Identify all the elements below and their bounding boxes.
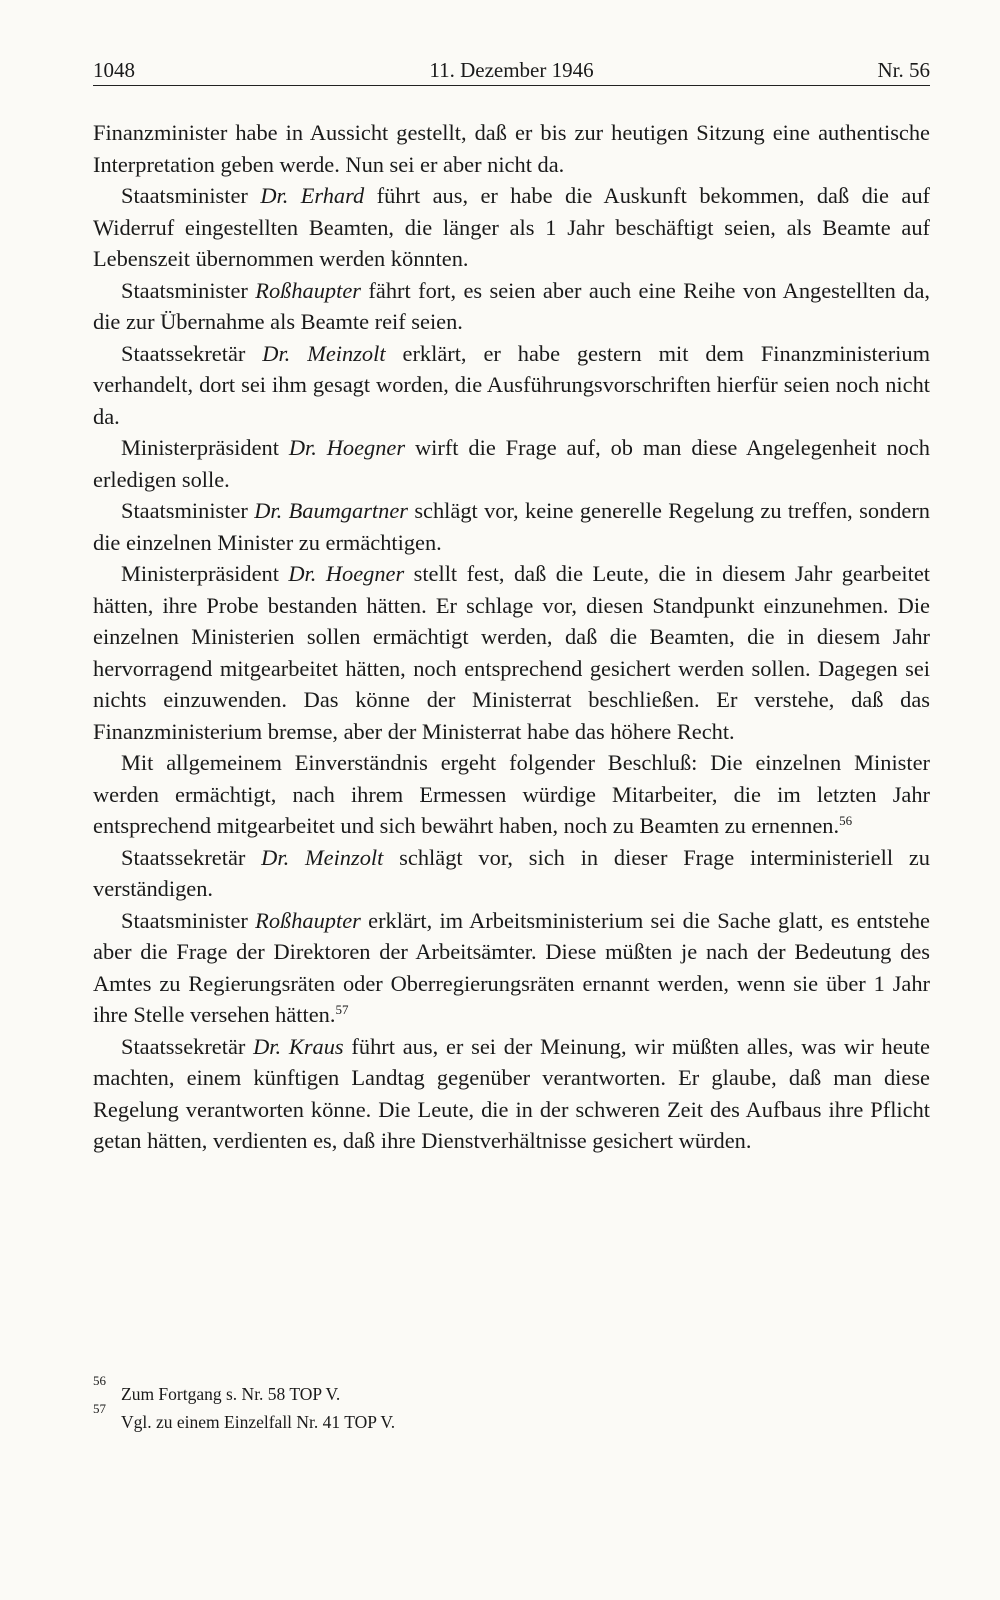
paragraph <box>93 842 930 905</box>
paragraph <box>93 338 930 433</box>
text-run: Ministerpräsident <box>121 561 289 586</box>
paragraph <box>93 117 930 180</box>
text-run: Staatsminister <box>121 277 256 303</box>
text-run: Mit allgemeinem Einverständnis ergeht folgender Beschluß: Die einzelnen Minister werden ermächtigt, nach ihrem Ermessen würdige Mitarbeiter, die im letzten Jahr entsprechend mitgearbeitet und sich bewährt haben, noch zu Beamten zu ernennen. <box>93 750 930 838</box>
header-date: 11. Dezember 1946 <box>429 58 594 82</box>
text-run: führt aus, er sei der Meinung, wir müßten alles, was wir heute machten, einem künftigen Landtag gegenüber verantworten. Er glaube, daß man diese Regelung verantworten könne. Die Leute, die in der schweren Zeit des Aufbaus ihre Pflicht getan hätten, verdienten es, daß ihre Dienstverhältnisse gesichert würden. <box>93 1033 930 1153</box>
body-text <box>93 117 930 1157</box>
paragraph <box>93 558 930 747</box>
page-number: 1048 <box>93 58 135 82</box>
text-run: führt aus, er habe die Auskunft bekommen, daß die auf Widerruf eingestellten Beamten, die länger als 1 Jahr beschäftigt seien, als Beamte auf Lebenszeit übernommen werden könnten. <box>93 183 930 271</box>
text-run: fährt fort, es seien aber auch eine Reihe von Angestellten da, die zur Übernahme als Beamte reif seien. <box>93 277 930 334</box>
text-run: erklärt, er habe gestern mit dem Finanzministerium verhandelt, dort sei ihm gesagt worden, die Ausführungsvorschriften hierfür seien noch nicht da. <box>93 340 930 429</box>
footnote-text: Zum Fortgang s. Nr. 58 TOP V. <box>121 1384 341 1404</box>
running-header <box>93 55 930 86</box>
speaker-name: Dr. Hoegner <box>288 561 405 586</box>
paragraph <box>93 747 930 842</box>
text-run: Staatsminister <box>121 498 255 523</box>
footnote: 57 Vgl. zu einem Einzelfall Nr. 41 TOP V. <box>93 1401 396 1432</box>
speaker-name: Dr. Meinzolt <box>261 844 384 870</box>
speaker-name: Roßhaupter <box>255 907 361 933</box>
text-run: Staatssekretär <box>121 340 263 366</box>
text-run: schlägt vor, sich in dieser Frage interministeriell zu verständigen. <box>93 844 930 901</box>
footnote-ref: 56 <box>839 812 853 828</box>
text-run: schlägt vor, keine generelle Regelung zu treffen, sondern die einzelnen Minister zu ermächtigen. <box>93 498 930 555</box>
text-run: wirft die Frage auf, ob man diese Angelegenheit noch erledigen solle. <box>93 435 930 492</box>
paragraph <box>93 432 930 495</box>
text-run: Staatssekretär <box>121 844 262 870</box>
text-run: stellt fest, daß die Leute, die in diesem Jahr gearbeitet hätten, ihre Probe bestanden hätten. Er schlage vor, diesen Standpunkt einzunehmen. Die einzelnen Ministerien sollen ermächtigt werden, daß die Beamten, die in diesem Jahr hervorragend mitgearbeitet hätten, noch entsprechend gesichert werden sollen. Dagegen sei nichts einzuwenden. Das könne der Ministerrat beschließen. Er verstehe, daß das Finanzministerium bremse, aber der Ministerrat habe das höhere Recht. <box>93 561 930 744</box>
text-run: Ministerpräsident <box>121 435 289 460</box>
speaker-name: Dr. Baumgartner <box>254 498 408 523</box>
footnote-ref: 57 <box>335 1001 349 1017</box>
speaker-name: Dr. Hoegner <box>288 435 406 460</box>
paragraph <box>93 1031 930 1157</box>
issue-number: Nr. 56 <box>877 58 930 82</box>
paragraph <box>93 180 930 275</box>
text-run: Staatssekretär <box>121 1033 254 1059</box>
paragraph <box>93 275 930 338</box>
footnotes <box>93 1373 930 1436</box>
speaker-name: Dr. Kraus <box>253 1033 344 1059</box>
text-run: Staatsminister <box>121 183 261 208</box>
paragraph <box>93 495 930 558</box>
speaker-name: Dr. Meinzolt <box>262 340 386 366</box>
footnote-text: Vgl. zu einem Einzelfall Nr. 41 TOP V. <box>121 1412 396 1432</box>
paragraph <box>93 905 930 1031</box>
footnote: 56 Zum Fortgang s. Nr. 58 TOP V. <box>93 1373 341 1404</box>
speaker-name: Roßhaupter <box>255 277 362 303</box>
text-run: Staatsminister <box>121 907 256 933</box>
text-run: Finanzminister habe in Aussicht gestellt, daß er bis zur heutigen Sitzung eine authentische Interpretation geben werde. Nun sei er aber nicht da. <box>93 120 930 177</box>
text-run: erklärt, im Arbeitsministerium sei die Sache glatt, es entstehe aber die Frage der Direktoren der Arbeitsämter. Diese müßten je nach der Bedeutung des Amtes zu Regierungsräten oder Oberregierungsräten ernannt werden, wenn sie über 1 Jahr ihre Stelle versehen hätten. <box>93 907 930 1027</box>
speaker-name: Dr. Erhard <box>260 183 365 208</box>
